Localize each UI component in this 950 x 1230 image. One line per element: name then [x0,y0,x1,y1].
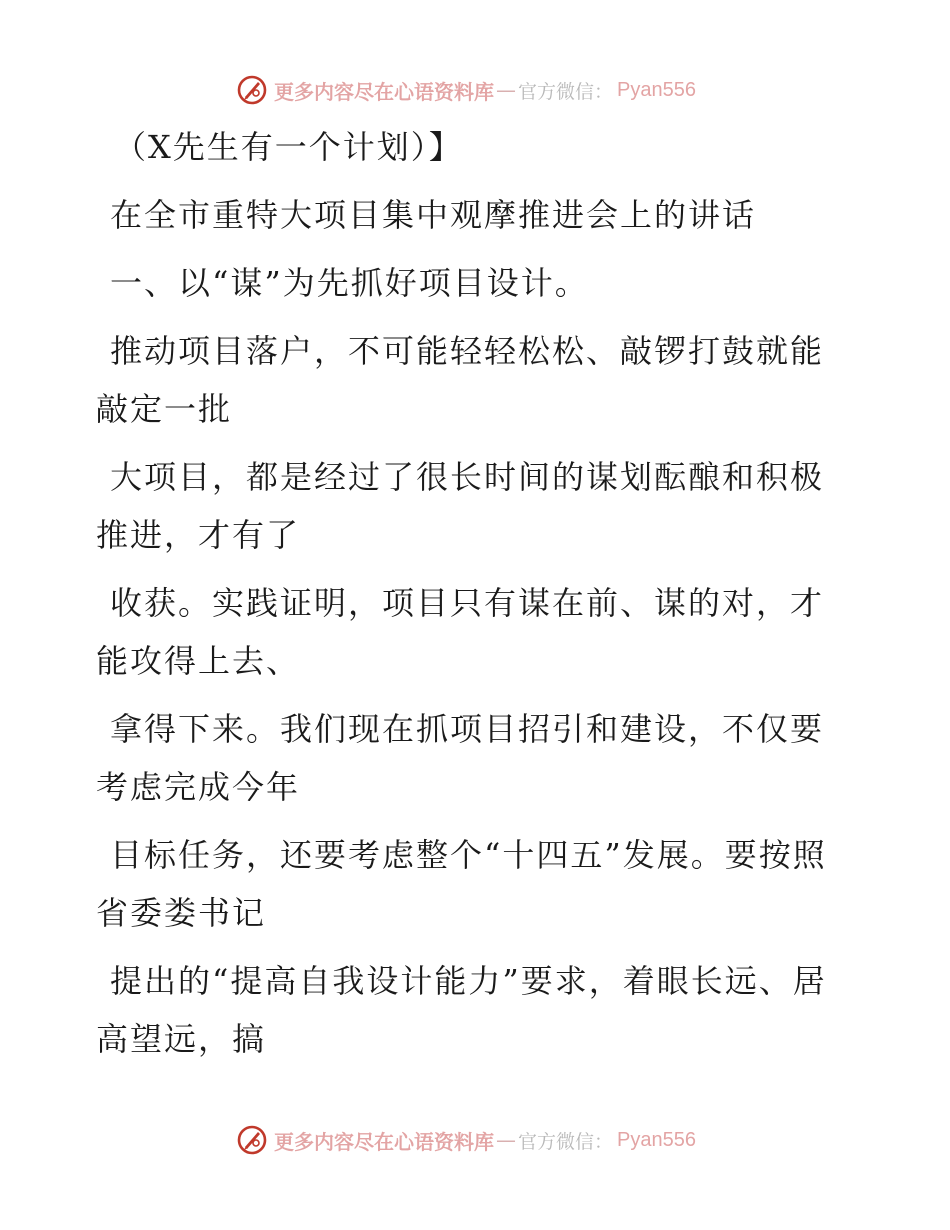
doc-paragraph: 提出的“提高自我设计能力”要求，着眼长远、居高望远，搞 [96,962,827,1058]
banner-site-text: 更多内容尽在心语资料库 [274,79,494,104]
document-body [96,118,836,1078]
banner-wechat-id: Pyan556 [617,78,696,101]
banner-wechat-label: 官方微信： [518,80,614,103]
banner-dash: — [496,1128,516,1152]
doc-paragraph: 目标任务，还要考虑整个“十四五”发展。要按照省委娄书记 [96,836,827,932]
doc-paragraph: 拿得下来。我们现在抓项目招引和建设，不仅要考虑完成今年 [96,710,825,806]
banner-wechat-label: 官方微信： [518,1130,614,1153]
doc-paragraph: 收获。实践证明，项目只有谋在前、谋的对，才能攻得上去、 [96,584,825,680]
doc-paragraph: 大项目，都是经过了很长时间的谋划酝酿和积极推进，才有了 [96,458,825,554]
doc-paragraph: （X先生有一个计划）】 [114,128,463,166]
header-banner [236,72,756,108]
footer-banner [236,1122,756,1158]
doc-paragraph: 在全市重特大项目集中观摩推进会上的讲话 [110,196,757,234]
banner-wechat-id: Pyan556 [617,1128,696,1151]
doc-paragraph: 推动项目落户，不可能轻轻松松、敲锣打鼓就能敲定一批 [96,332,825,428]
banner-site-text: 更多内容尽在心语资料库 [274,1129,494,1154]
quill-logo-icon [236,1124,268,1156]
banner-dash: — [496,78,516,102]
quill-logo-icon [236,74,268,106]
doc-paragraph: 一、以“谋”为先抓好项目设计。 [110,264,589,302]
